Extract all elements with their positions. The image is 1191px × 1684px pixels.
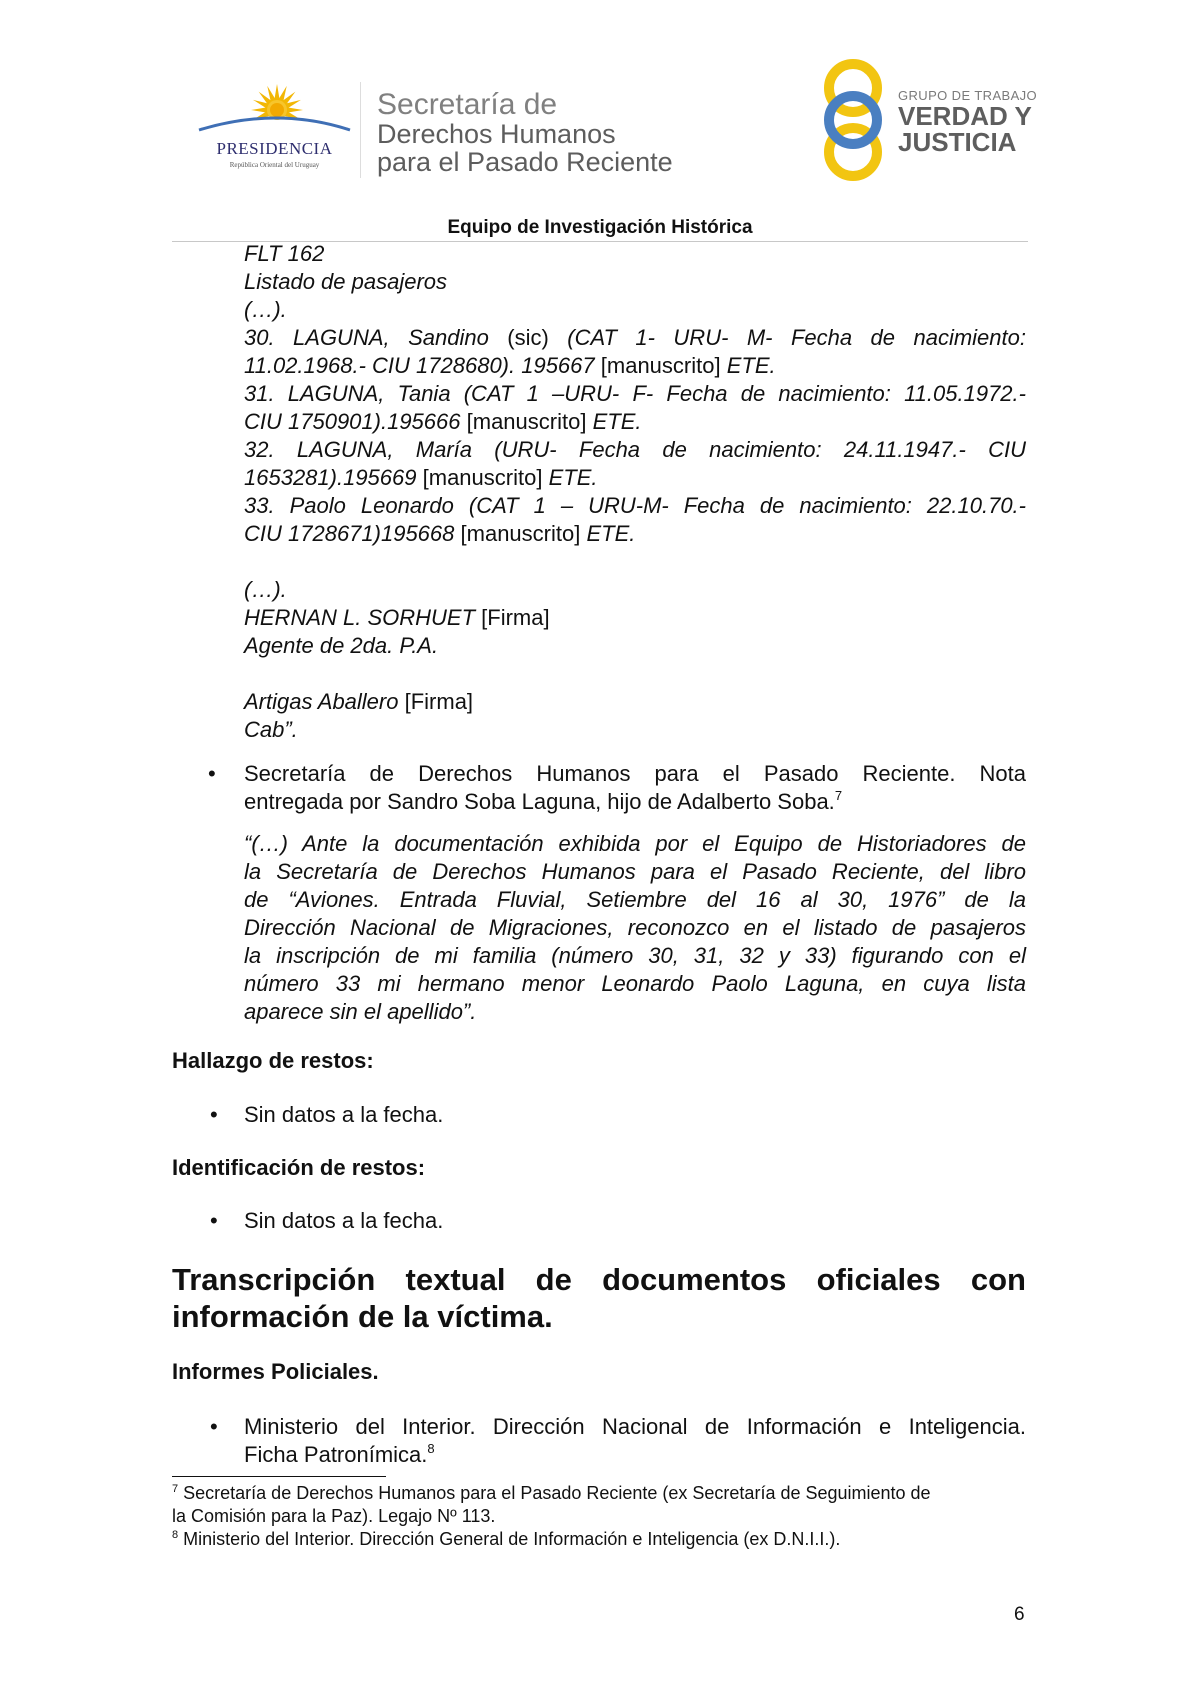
signature-2-role: Cab”. (244, 717, 298, 742)
entry-30-line1: 30. LAGUNA, Sandino (sic) (CAT 1- URU- M- Fecha de nacimiento: (244, 325, 1026, 350)
secretaria-line1: Secretaría de (377, 88, 558, 121)
bullet-icon: • (210, 1208, 218, 1233)
footnote-rule (172, 1476, 386, 1477)
bullet-icon: • (210, 1102, 218, 1127)
secretaria-line3: para el Pasado Reciente (377, 147, 673, 177)
interlocking-rings-icon (823, 58, 903, 183)
list-title: Listado de pasajeros (244, 269, 448, 294)
signature-1-role: Agente de 2da. P.A. (244, 633, 439, 658)
ellipsis-2: (…). (244, 577, 287, 602)
quote-line: “(…) Ante la documentación exhibida por el Equipo de Historiadores de (244, 831, 1026, 856)
quote-line: aparece sin el apellido”. (244, 999, 477, 1024)
entry-32-line2: 1653281).195669 [manuscrito] ETE. (244, 465, 598, 490)
footnote-7-line2: la Comisión para la Paz). Legajo Nº 113. (172, 1506, 496, 1526)
section-title-line2: información de la víctima. (172, 1299, 553, 1334)
entry-30-line2: 11.02.1968.- CIU 1728680). 195667 [manuscrito] ETE. (244, 353, 776, 378)
entry-33-line2: CIU 1728671)195668 [manuscrito] ETE. (244, 521, 636, 546)
footnote-7-line1: $^7$ Secretaría de Derechos Humanos para el Pasado Reciente (ex Secretaría de Seguimiento de (172, 1483, 931, 1503)
hallazgo-item: Sin datos a la fecha. (244, 1102, 444, 1127)
bullet-icon: • (210, 1414, 218, 1439)
hallazgo-heading: Hallazgo de restos: (172, 1048, 374, 1073)
entry-33-line1: 33. Paolo Leonardo (CAT 1 – URU-M- Fecha de nacimiento: 22.10.70.- (244, 493, 1026, 518)
signature-2: Artigas Aballero [Firma] (244, 689, 474, 714)
entry-32-line1: 32. LAGUNA, María (URU- Fecha de nacimiento: 24.11.1947.- CIU (244, 437, 1026, 462)
entry-31-line1: 31. LAGUNA, Tania (CAT 1 –URU- F- Fecha de nacimiento: 11.05.1972.- (244, 381, 1026, 406)
entry-31-line2: CIU 1750901).195666 [manuscrito] ETE. (244, 409, 642, 434)
informes-line1: Ministerio del Interior. Dirección Nacional de Información e Inteligencia. (244, 1414, 1026, 1439)
presidencia-subtitle: República Oriental del Uruguay (229, 161, 320, 169)
flight-code: FLT 162 (244, 241, 325, 266)
verdad-label: VERDAD Y (898, 101, 1032, 131)
informes-heading: Informes Policiales. (172, 1359, 379, 1384)
quote-line: número 33 mi hermano menor Leonardo Paolo Laguna, en cuya lista (244, 971, 1026, 996)
quote-line: de “Aviones. Entrada Fluvial, Setiembre del 16 al 30, 1976” de la (244, 887, 1026, 912)
team-header: Equipo de Investigación Histórica (447, 217, 753, 238)
note-line2: entregada por Sandro Soba Laguna, hijo de Adalberto Soba.$^7$ (244, 788, 843, 814)
quote-line: Dirección Nacional de Migraciones, reconozco en el listado de pasajeros (244, 915, 1026, 940)
presidencia-name: PRESIDENCIA (216, 139, 333, 158)
identificacion-item: Sin datos a la fecha. (244, 1208, 444, 1233)
quote-line: la Secretaría de Derechos Humanos para el Pasado Reciente, del libro (244, 859, 1026, 884)
ellipsis: (…). (244, 297, 287, 322)
quote-line: la inscripción de mi familia (número 30, 31, 32 y 33) figurando con el (244, 943, 1026, 968)
footnote-ref-7: 7 (834, 788, 843, 803)
section-title-line1: Transcripción textual de documentos oficiales con (172, 1262, 1026, 1297)
justicia-label: JUSTICIA (898, 127, 1017, 157)
footnote-ref-8: 8 (427, 1441, 435, 1456)
page-number: 6 (1014, 1604, 1025, 1625)
secretaria-line2: Derechos Humanos (377, 119, 616, 149)
presidencia-logo (197, 84, 352, 176)
identificacion-heading: Identificación de restos: (172, 1155, 426, 1180)
signature-1: HERNAN L. SORHUET [Firma] (244, 605, 550, 630)
note-line1: Secretaría de Derechos Humanos para el Pasado Reciente. Nota (244, 761, 1026, 786)
grupo-label: GRUPO DE TRABAJO (898, 88, 1038, 103)
header-divider (360, 82, 361, 178)
informes-line2: Ficha Patronímica.$^8$ (244, 1441, 435, 1467)
footnote-8: $^8$ Ministerio del Interior. Dirección General de Información e Inteligencia (ex D.N.I.I.). (172, 1529, 841, 1549)
verdad-justicia-logo (823, 58, 1038, 183)
bullet-icon: • (208, 761, 216, 786)
secretaria-title (377, 90, 707, 176)
